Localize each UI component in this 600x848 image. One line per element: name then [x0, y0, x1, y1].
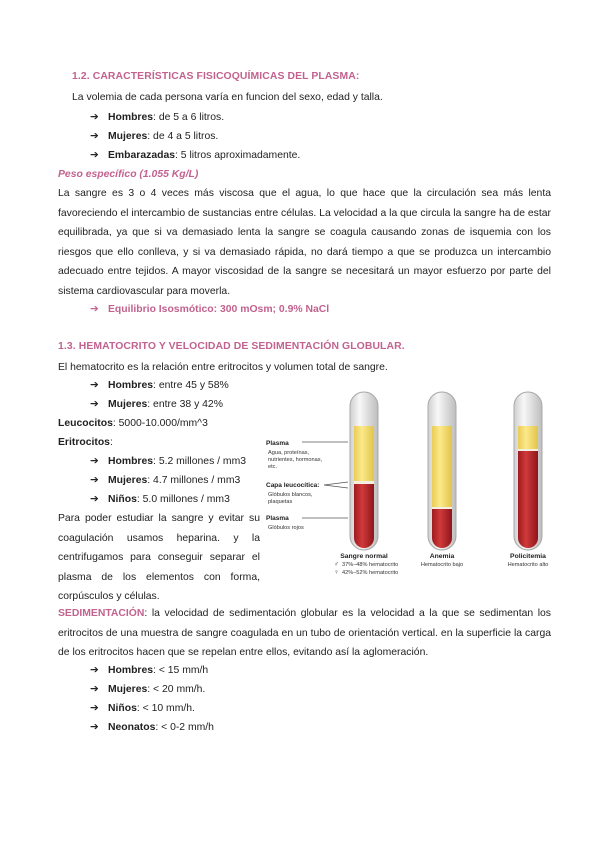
- eritro-item-hombres: ➔ Hombres: 5.2 millones / mm3: [90, 456, 247, 467]
- label-plasma-desc-1: Agua, proteínas,: [268, 450, 310, 456]
- eritro-item-ninos: ➔ Niños: 5.0 millones / mm3: [90, 494, 230, 505]
- arrow-right-icon: ➔: [90, 150, 99, 161]
- leader-capa: [324, 482, 348, 485]
- tube-normal-plasma: [354, 426, 374, 482]
- viscosity-paragraph: La sangre es 3 o 4 veces más viscosa que el agua, lo que hace que la circulación sea más lenta favoreciendo el intercambio de sustancias entre células. La velocidad a la que circula la sangre ha de estar equilibrada, ya que si va demasiado lenta la sangre se coagula causando zonas de isquemia con los riesgos que ello conlleva, y si va demasiado rápida, no dará tiempo a que se produzca un intercambio adecuado entre tejidos. A mayor viscosidad de la sangre se necesitará un mayor esfuerzo por parte del sistema cardiovascular para moverla.: [58, 188, 551, 297]
- sed-item-mujeres: ➔ Mujeres: < 20 mm/h.: [90, 684, 206, 695]
- hematocrito-definition: El hematocrito es la relación entre eritrocitos y volumen total de sangre.: [58, 362, 388, 373]
- tube-anemia-plasma: [432, 426, 452, 508]
- hto-item-hombres: ➔ Hombres: entre 45 y 58%: [90, 380, 229, 391]
- tube1-male: 37%–48% hematocrito: [342, 562, 399, 568]
- tube-policitemia-blood: [518, 451, 538, 548]
- arrow-right-icon: ➔: [90, 665, 99, 676]
- sedimentacion-text: : la velocidad de sedimentación globular es la velocidad a la que se sedimentan los eritrocitos de una muestra de sangre coagulada en un tubo de orientación vertical. en la superficie la carga de los eritrocitos hacen que se repelan entre ellos, evitando así la aglomeración.: [58, 608, 551, 659]
- arrow-right-icon: ➔: [90, 399, 99, 410]
- label-capa: Capa leucocítica:: [266, 482, 320, 489]
- label-capa-desc-1: Glóbulos blancos,: [268, 492, 313, 498]
- leader-capa-b: [324, 485, 348, 488]
- tube-normal-blood: [354, 484, 374, 548]
- label-plasma2: Plasma: [266, 515, 289, 522]
- label-plasma-desc-3: etc.: [268, 464, 278, 470]
- volemia-item-embarazadas: ➔ Embarazadas: 5 litros aproximadamente.: [90, 150, 301, 161]
- tube1-title: Sangre normal: [340, 553, 388, 560]
- sed-item-ninos: ➔ Niños: < 10 mm/h.: [90, 703, 195, 714]
- tube3-title: Policitemia: [510, 553, 546, 560]
- section-title-hematocrito: 1.3. HEMATOCRITO Y VELOCIDAD DE SEDIMENTACIÓN GLOBULAR.: [58, 341, 405, 352]
- tube-policitemia-buffy: [518, 449, 538, 451]
- label-plasma2-desc: Glóbulos rojos: [268, 525, 304, 531]
- label-plasma: Plasma: [266, 440, 289, 447]
- leucocitos-line: Leucocitos: 5000-10.000/mm^3: [58, 418, 208, 429]
- female-icon: ♀: [334, 569, 339, 576]
- tube-policitemia-plasma: [518, 426, 538, 450]
- tube-normal: [350, 392, 378, 550]
- eritrocitos-line: Eritrocitos:: [58, 437, 113, 448]
- label-plasma-desc-2: nutrientes, hormonas,: [268, 457, 323, 463]
- tube-anemia: [428, 392, 456, 550]
- volemia-item-mujeres: ➔ Mujeres: de 4 a 5 litros.: [90, 131, 219, 142]
- arrow-right-icon: ➔: [90, 131, 99, 142]
- tube-normal-buffy: [354, 481, 374, 484]
- arrow-right-icon: ➔: [90, 684, 99, 695]
- arrow-right-icon: ➔: [90, 475, 99, 486]
- isosmotic-item: ➔ Equilibrio Isosmótico: 300 mOsm; 0.9% NaCl: [90, 304, 330, 315]
- sedimentacion-paragraph: [58, 604, 551, 663]
- hto-item-mujeres: ➔ Mujeres: entre 38 y 42%: [90, 399, 223, 410]
- eritro-item-mujeres: ➔ Mujeres: 4.7 millones / mm3: [90, 475, 241, 486]
- peso-especifico: Peso específico (1.055 Kg/L): [58, 169, 199, 180]
- arrow-right-icon: ➔: [90, 494, 99, 505]
- label-capa-desc-2: plaquetas: [268, 499, 293, 505]
- tube2-title: Anemia: [429, 553, 455, 560]
- arrow-right-icon: ➔: [90, 380, 99, 391]
- tube-anemia-buffy: [432, 507, 452, 509]
- tube-policitemia: [514, 392, 542, 550]
- volemia-item-hombres: ➔ Hombres: de 5 a 6 litros.: [90, 112, 225, 123]
- tube1-female: 42%–52% hematocrito: [342, 570, 399, 576]
- male-icon: ♂: [334, 561, 339, 568]
- tube3-sub: Hematocrito alto: [507, 562, 549, 568]
- tube2-sub: Hematocrito bajo: [420, 562, 464, 568]
- volemia-text: La volemia de cada persona varía en funcion del sexo, edad y talla.: [72, 92, 383, 103]
- hematocrit-figure: [262, 384, 562, 584]
- arrow-right-icon: ➔: [90, 112, 99, 123]
- tube-anemia-blood: [432, 509, 452, 548]
- section-title-plasma: 1.2. CARACTERÍSTICAS FISICOQUÍMICAS DEL PLASMA:: [72, 71, 360, 82]
- sed-item-hombres: ➔ Hombres: < 15 mm/h: [90, 665, 209, 676]
- arrow-right-icon: ➔: [90, 456, 99, 467]
- arrow-right-icon: ➔: [90, 304, 99, 315]
- sedimentacion-label: SEDIMENTACIÓN: [58, 608, 145, 619]
- arrow-right-icon: ➔: [90, 703, 99, 714]
- sed-item-neonatos: ➔ Neonatos: < 0-2 mm/h: [90, 722, 214, 733]
- arrow-right-icon: ➔: [90, 722, 99, 733]
- centrifuge-paragraph: Para poder estudiar la sangre y evitar su coagulación usamos heparina. y la centrifugamos para conseguir separar el plasma de los elementos con forma, corpúsculos y células.: [58, 513, 260, 603]
